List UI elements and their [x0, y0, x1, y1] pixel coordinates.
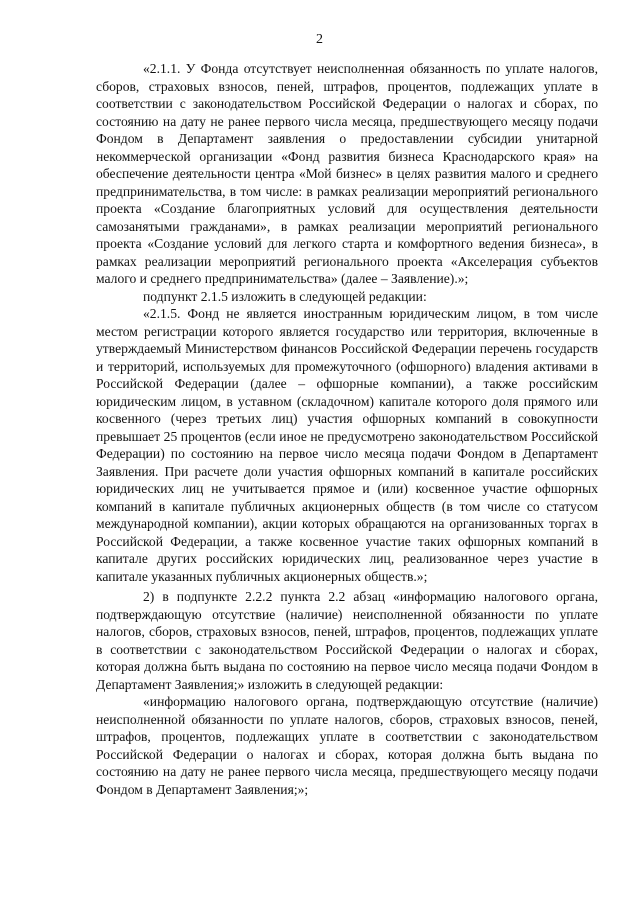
paragraph-new-wording: «информацию налогового органа, подтверждающую отсутствие (наличие) неисполненной обязанности по уплате налогов, сборов, страховых взносов, пеней, штрафов, процентов, подлежащих уплате в соответствии с законодательством Российской Федерации о налогах и сборах, которая должна быть выдана по состоянию на дату не ранее первого числа месяца, предшествующего месяцу подачи Фондом в Департамент Заявления;»;: [96, 694, 598, 797]
paragraph-subclause-2-1-5-intro: подпункт 2.1.5 изложить в следующей редакции:: [143, 288, 427, 304]
page-number: 2: [316, 32, 323, 47]
paragraph-2-1-1: «2.1.1. У Фонда отсутствует неисполненная обязанность по уплате налогов, сборов, страховых взносов, пеней, штрафов, процентов, подлежащих уплате в соответствии с законодательством Российской Федерации о налогах и сборах, по состоянию на дату не ранее первого числа месяца, предшествующего месяцу подачи Фондом в Департамент заявления о предоставлении субсидии унитарной некоммерческой организации «Фонд развития бизнеса Краснодарского края» на обеспечение деятельности центра «Мой бизнес» в целях развития малого и среднего предпринимательства, в том числе: в рамках реализации мероприятий регионального проекта «Создание благоприятных условий для осуществления деятельности самозанятыми гражданами», в рамках реализации мероприятий регионального проекта «Создание условий для легкого старта и комфортного ведения бизнеса», в рамках реализации мероприятий регионального проекта «Акселерация субъектов малого и среднего предпринимательства» (далее – Заявление).»;: [96, 61, 598, 286]
document-body: [96, 60, 598, 798]
paragraph-2-1-5: «2.1.5. Фонд не является иностранным юридическим лицом, в том числе местом регистрации которого является государство или территория, включенные в утверждаемый Министерством финансов Российской Федерации перечень государств и территорий, используемых для промежуточного (офшорного) владения активами в Российской Федерации (далее – офшорные компании), а также российским юридическим лицом, в уставном (складочном) капитале которого доля прямого или косвенного (через третьих лиц) участия офшорных компаний в совокупности превышает 25 процентов (если иное не предусмотрено законодательством Российской Федерации) по состоянию на первое число месяца подачи Фондом в Департамент Заявления. При расчете доли участия офшорных компаний в капитале российских юридических лиц не учитывается прямое и (или) косвенное участие офшорных компаний в капитале публичных акционерных обществ (в том числе со статусом международной компании), акции которых обращаются на организованных торгах в Российской Федерации, а также косвенное участие таких офшорных компаний в капитале других российских юридических лиц, реализованное через участие в капитале указанных публичных акционерных обществ.»;: [96, 306, 598, 584]
paragraph-item-2: 2) в подпункте 2.2.2 пункта 2.2 абзац «информацию налогового органа, подтверждающую отсутствие (наличие) неисполненной обязанности по уплате налогов, сборов, страховых взносов, пеней, штрафов, процентов, подлежащих уплате в соответствии с законодательством Российской Федерации о налогах и сборах, которая должна быть выдана по состоянию на первое число месяца подачи Фондом в Департамент Заявления;» изложить в следующей редакции:: [96, 589, 598, 692]
